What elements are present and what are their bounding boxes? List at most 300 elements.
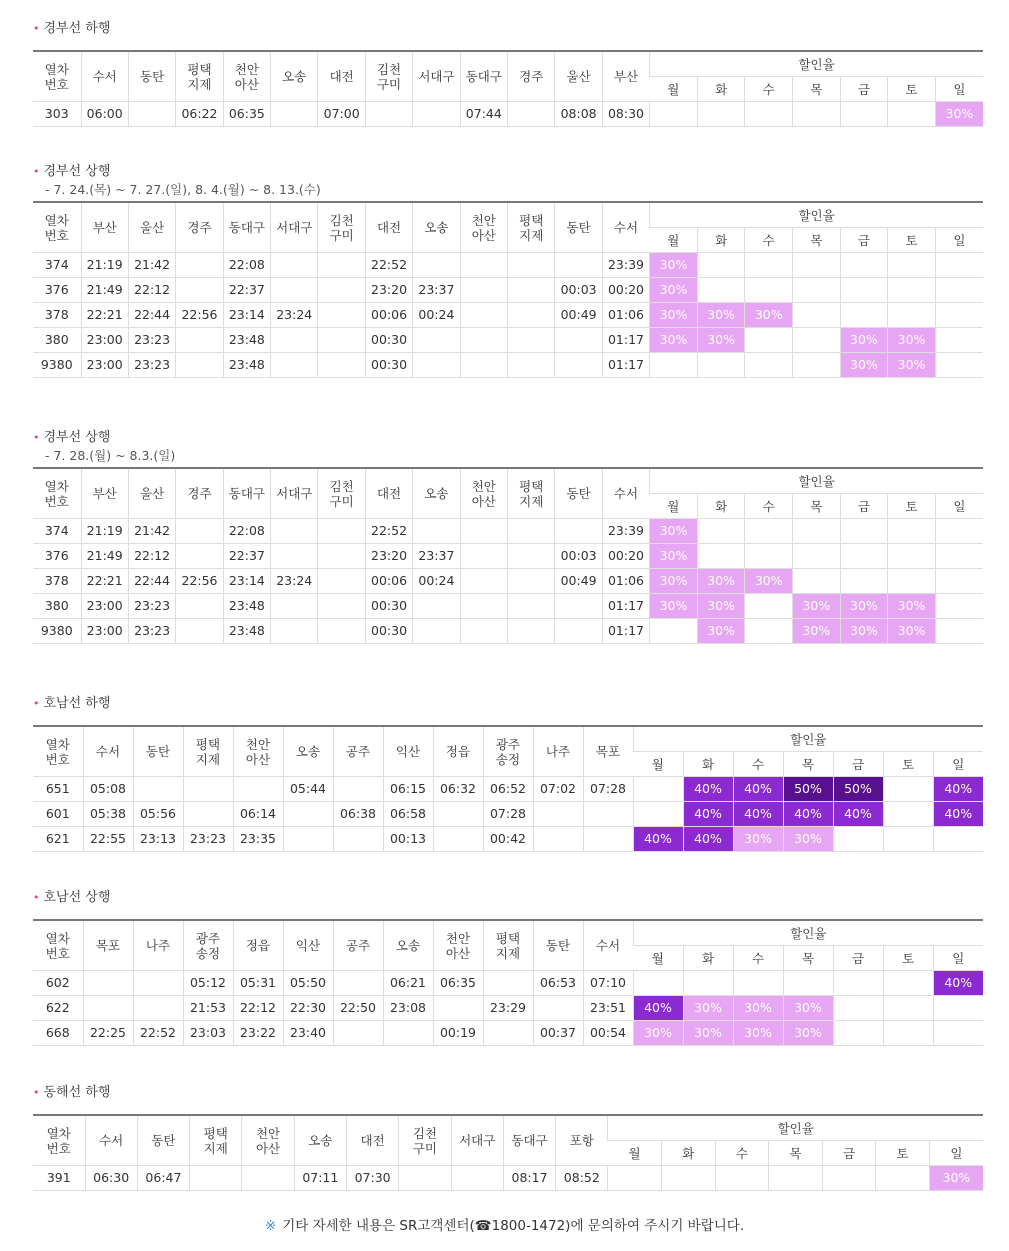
- station-header: 평택 지제: [483, 920, 533, 971]
- bullet-icon: •: [33, 165, 40, 178]
- discount-cell: 30%: [929, 1166, 983, 1191]
- station-header: 동탄: [555, 468, 602, 519]
- discount-cell: [840, 253, 888, 278]
- train-number: 378: [33, 303, 81, 328]
- discount-cell: [633, 971, 683, 996]
- train-number: 303: [33, 102, 81, 127]
- discount-cell: [876, 1166, 930, 1191]
- departure-time: [533, 827, 583, 852]
- train-row: [33, 777, 983, 802]
- departure-time: [508, 519, 555, 544]
- discount-cell: [793, 278, 841, 303]
- departure-time: [333, 1021, 383, 1046]
- station-header: 정읍: [433, 726, 483, 777]
- departure-time: 22:37: [223, 278, 270, 303]
- discount-cell: 30%: [745, 569, 793, 594]
- discount-cell: [745, 619, 793, 644]
- section-title-text: 동해선 하행: [43, 1085, 111, 1100]
- weekday-header: 월: [650, 228, 698, 253]
- departure-time: [283, 802, 333, 827]
- departure-time: 21:19: [81, 253, 128, 278]
- departure-time: [318, 328, 365, 353]
- weekday-header: 월: [633, 752, 683, 777]
- train-number: 621: [33, 827, 83, 852]
- discount-cell: 40%: [683, 777, 733, 802]
- train-row: [33, 594, 983, 619]
- section-title: [33, 695, 983, 713]
- departure-time: [133, 971, 183, 996]
- station-header: 경주: [508, 51, 555, 102]
- timetable: [33, 1114, 983, 1191]
- discount-cell: [745, 594, 793, 619]
- train-row: [33, 102, 983, 127]
- section-title-text: 경부선 상행: [43, 430, 111, 445]
- departure-time: 23:39: [602, 253, 649, 278]
- departure-time: 22:52: [133, 1021, 183, 1046]
- departure-time: 23:23: [128, 619, 175, 644]
- station-header: 수서: [81, 51, 128, 102]
- bullet-icon: •: [33, 1086, 40, 1099]
- departure-time: [555, 519, 602, 544]
- departure-time: 00:06: [365, 303, 412, 328]
- weekday-header: 일: [935, 228, 983, 253]
- footer-notice: [0, 1214, 1009, 1234]
- discount-cell: [888, 102, 936, 127]
- discount-rate-header: 할인율: [650, 51, 983, 77]
- station-header: 대전: [365, 202, 412, 253]
- departure-time: [555, 594, 602, 619]
- train-number: 380: [33, 594, 81, 619]
- departure-time: 00:54: [583, 1021, 633, 1046]
- discount-cell: 40%: [733, 777, 783, 802]
- departure-time: 22:44: [128, 303, 175, 328]
- departure-time: 00:30: [365, 594, 412, 619]
- timetable: [33, 725, 983, 852]
- train-number-header: 열차 번호: [33, 468, 81, 519]
- station-header: 울산: [128, 202, 175, 253]
- discount-cell: 50%: [783, 777, 833, 802]
- section-title-text: 호남선 상행: [43, 890, 111, 905]
- discount-cell: 40%: [933, 777, 983, 802]
- weekday-header: 월: [650, 494, 698, 519]
- departure-time: 23:13: [133, 827, 183, 852]
- discount-cell: 30%: [888, 594, 936, 619]
- discount-cell: [769, 1166, 823, 1191]
- station-header: 김천 구미: [318, 468, 365, 519]
- departure-time: [271, 253, 318, 278]
- departure-time: 00:49: [555, 569, 602, 594]
- departure-time: [318, 569, 365, 594]
- departure-time: [460, 569, 507, 594]
- departure-time: [318, 278, 365, 303]
- departure-time: 06:00: [81, 102, 128, 127]
- departure-time: 08:08: [555, 102, 602, 127]
- departure-time: [83, 996, 133, 1021]
- station-header: 천안 아산: [433, 920, 483, 971]
- departure-time: 01:06: [602, 303, 649, 328]
- weekday-header: 수: [733, 752, 783, 777]
- section-title: [33, 429, 983, 447]
- station-header: 평택 지제: [508, 468, 555, 519]
- departure-time: [433, 802, 483, 827]
- discount-cell: [840, 544, 888, 569]
- timetable: [33, 919, 983, 1046]
- departure-time: 22:30: [283, 996, 333, 1021]
- station-header: 오송: [283, 726, 333, 777]
- timetable: [33, 467, 983, 644]
- departure-time: 23:35: [233, 827, 283, 852]
- discount-cell: [793, 519, 841, 544]
- weekday-header: 금: [840, 494, 888, 519]
- station-header: 동대구: [223, 202, 270, 253]
- departure-time: 00:49: [555, 303, 602, 328]
- departure-time: 23:37: [413, 278, 460, 303]
- discount-cell: [883, 827, 933, 852]
- station-header: 정읍: [233, 920, 283, 971]
- discount-cell: 30%: [840, 594, 888, 619]
- discount-cell: [745, 102, 793, 127]
- departure-time: [271, 544, 318, 569]
- weekday-header: 수: [745, 228, 793, 253]
- departure-time: 06:35: [223, 102, 270, 127]
- discount-cell: [935, 278, 983, 303]
- departure-time: 23:39: [602, 519, 649, 544]
- weekday-header: 목: [793, 494, 841, 519]
- departure-time: [383, 1021, 433, 1046]
- departure-time: 23:48: [223, 619, 270, 644]
- station-header: 익산: [383, 726, 433, 777]
- discount-cell: [633, 777, 683, 802]
- departure-time: [460, 253, 507, 278]
- discount-cell: 30%: [697, 594, 745, 619]
- departure-time: [508, 353, 555, 378]
- departure-time: [271, 278, 318, 303]
- departure-time: 00:24: [413, 303, 460, 328]
- train-number: 9380: [33, 353, 81, 378]
- weekday-header: 금: [822, 1141, 876, 1166]
- discount-cell: [650, 619, 698, 644]
- discount-cell: [935, 328, 983, 353]
- weekday-header: 일: [929, 1141, 983, 1166]
- discount-cell: 30%: [783, 827, 833, 852]
- departure-time: 01:17: [602, 619, 649, 644]
- weekday-header: 일: [933, 946, 983, 971]
- departure-time: 07:02: [533, 777, 583, 802]
- station-header: 서대구: [271, 468, 318, 519]
- departure-time: [555, 353, 602, 378]
- discount-cell: 30%: [888, 353, 936, 378]
- discount-cell: [933, 827, 983, 852]
- departure-time: [460, 544, 507, 569]
- weekday-header: 월: [650, 77, 698, 102]
- weekday-header: 화: [697, 77, 745, 102]
- departure-time: 06:38: [333, 802, 383, 827]
- discount-cell: [683, 971, 733, 996]
- train-number: 374: [33, 519, 81, 544]
- train-row: [33, 519, 983, 544]
- discount-cell: 30%: [840, 328, 888, 353]
- discount-cell: 30%: [697, 328, 745, 353]
- departure-time: 21:49: [81, 544, 128, 569]
- station-header: 나주: [533, 726, 583, 777]
- departure-time: 05:31: [233, 971, 283, 996]
- weekday-header: 수: [733, 946, 783, 971]
- departure-time: 08:17: [503, 1166, 555, 1191]
- station-header: 동대구: [460, 51, 507, 102]
- departure-time: [399, 1166, 451, 1191]
- train-row: [33, 353, 983, 378]
- departure-time: 23:48: [223, 594, 270, 619]
- discount-cell: [888, 569, 936, 594]
- train-number-header: 열차 번호: [33, 51, 81, 102]
- discount-cell: [793, 569, 841, 594]
- discount-cell: [822, 1166, 876, 1191]
- weekday-header: 토: [883, 752, 933, 777]
- discount-cell: 40%: [733, 802, 783, 827]
- departure-time: 06:52: [483, 777, 533, 802]
- station-header: 천안 아산: [223, 51, 270, 102]
- departure-time: 07:28: [483, 802, 533, 827]
- departure-time: 05:50: [283, 971, 333, 996]
- section-6: [33, 1084, 983, 1191]
- departure-time: 21:42: [128, 519, 175, 544]
- discount-cell: [935, 353, 983, 378]
- departure-time: 23:20: [365, 278, 412, 303]
- departure-time: [583, 827, 633, 852]
- discount-cell: 30%: [793, 619, 841, 644]
- station-header: 광주 송정: [183, 920, 233, 971]
- departure-time: [333, 971, 383, 996]
- departure-time: 21:42: [128, 253, 175, 278]
- departure-time: 22:55: [83, 827, 133, 852]
- departure-time: 22:52: [365, 519, 412, 544]
- discount-cell: [745, 253, 793, 278]
- departure-time: 06:53: [533, 971, 583, 996]
- discount-cell: [697, 102, 745, 127]
- weekday-header: 수: [745, 77, 793, 102]
- weekday-header: 토: [883, 946, 933, 971]
- departure-time: 07:30: [346, 1166, 398, 1191]
- departure-time: 06:32: [433, 777, 483, 802]
- departure-time: 00:13: [383, 827, 433, 852]
- station-header: 서대구: [451, 1115, 503, 1166]
- discount-cell: [793, 544, 841, 569]
- discount-cell: [697, 253, 745, 278]
- section-4: [33, 695, 983, 852]
- departure-time: [271, 594, 318, 619]
- weekday-header: 금: [833, 946, 883, 971]
- station-header: 부산: [81, 468, 128, 519]
- departure-time: [583, 802, 633, 827]
- departure-time: 23:14: [223, 303, 270, 328]
- departure-time: [318, 253, 365, 278]
- weekday-header: 화: [683, 752, 733, 777]
- section-title: [33, 889, 983, 907]
- departure-time: 07:11: [294, 1166, 346, 1191]
- departure-time: 00:20: [602, 278, 649, 303]
- departure-time: 05:08: [83, 777, 133, 802]
- section-1: [33, 20, 983, 127]
- departure-time: [508, 328, 555, 353]
- departure-time: 06:35: [433, 971, 483, 996]
- departure-time: 06:22: [176, 102, 223, 127]
- weekday-header: 목: [769, 1141, 823, 1166]
- departure-time: [413, 253, 460, 278]
- departure-time: 23:00: [81, 353, 128, 378]
- departure-time: [460, 519, 507, 544]
- station-header: 울산: [128, 468, 175, 519]
- departure-time: 06:58: [383, 802, 433, 827]
- departure-time: 01:17: [602, 328, 649, 353]
- discount-cell: 30%: [650, 303, 698, 328]
- discount-cell: 30%: [888, 328, 936, 353]
- station-header: 오송: [271, 51, 318, 102]
- train-row: [33, 328, 983, 353]
- station-header: 수서: [85, 1115, 137, 1166]
- train-row: [33, 996, 983, 1021]
- weekday-header: 토: [888, 494, 936, 519]
- departure-time: [451, 1166, 503, 1191]
- discount-cell: 40%: [683, 827, 733, 852]
- discount-cell: 30%: [650, 519, 698, 544]
- train-row: [33, 971, 983, 996]
- station-header: 광주 송정: [483, 726, 533, 777]
- departure-time: [318, 594, 365, 619]
- discount-cell: [888, 303, 936, 328]
- discount-cell: [883, 777, 933, 802]
- discount-cell: [840, 519, 888, 544]
- station-header: 부산: [602, 51, 649, 102]
- departure-time: 23:22: [233, 1021, 283, 1046]
- discount-cell: 30%: [733, 1021, 783, 1046]
- discount-cell: [793, 253, 841, 278]
- discount-cell: 30%: [783, 996, 833, 1021]
- train-row: [33, 827, 983, 852]
- train-row: [33, 253, 983, 278]
- discount-cell: [935, 594, 983, 619]
- departure-time: [508, 102, 555, 127]
- section-date-note: - 7. 24.(목) ~ 7. 27.(일), 8. 4.(월) ~ 8. 13.(수): [45, 182, 321, 197]
- train-row: [33, 1021, 983, 1046]
- departure-time: [365, 102, 412, 127]
- station-header: 목포: [83, 920, 133, 971]
- station-header: 나주: [133, 920, 183, 971]
- departure-time: [176, 328, 223, 353]
- station-header: 공주: [333, 920, 383, 971]
- departure-time: [460, 328, 507, 353]
- discount-cell: 30%: [683, 1021, 733, 1046]
- discount-cell: [793, 303, 841, 328]
- departure-time: 00:30: [365, 353, 412, 378]
- departure-time: [433, 827, 483, 852]
- discount-cell: [840, 569, 888, 594]
- departure-time: [508, 253, 555, 278]
- train-number: 380: [33, 328, 81, 353]
- departure-time: 22:44: [128, 569, 175, 594]
- discount-cell: 30%: [745, 303, 793, 328]
- station-header: 평택 지제: [190, 1115, 242, 1166]
- departure-time: 21:49: [81, 278, 128, 303]
- departure-time: [176, 253, 223, 278]
- discount-cell: 40%: [683, 802, 733, 827]
- departure-time: 21:19: [81, 519, 128, 544]
- discount-cell: 30%: [683, 996, 733, 1021]
- train-row: [33, 802, 983, 827]
- discount-cell: 40%: [933, 802, 983, 827]
- discount-cell: [608, 1166, 662, 1191]
- train-row: [33, 569, 983, 594]
- departure-time: [413, 619, 460, 644]
- discount-cell: [650, 353, 698, 378]
- departure-time: [318, 353, 365, 378]
- train-number-header: 열차 번호: [33, 202, 81, 253]
- train-row: [33, 1166, 983, 1191]
- train-number: 391: [33, 1166, 85, 1191]
- departure-time: 22:12: [233, 996, 283, 1021]
- discount-cell: 40%: [783, 802, 833, 827]
- weekday-header: 금: [840, 77, 888, 102]
- departure-time: 22:25: [83, 1021, 133, 1046]
- departure-time: 07:28: [583, 777, 633, 802]
- station-header: 동탄: [128, 51, 175, 102]
- station-header: 평택 지제: [176, 51, 223, 102]
- discount-cell: 30%: [697, 619, 745, 644]
- discount-cell: [933, 996, 983, 1021]
- departure-time: [413, 519, 460, 544]
- departure-time: 23:48: [223, 353, 270, 378]
- departure-time: [176, 519, 223, 544]
- departure-time: 01:06: [602, 569, 649, 594]
- departure-time: 06:15: [383, 777, 433, 802]
- weekday-header: 화: [697, 494, 745, 519]
- departure-time: [318, 544, 365, 569]
- section-title-text: 경부선 하행: [43, 21, 111, 36]
- bullet-icon: •: [33, 891, 40, 904]
- weekday-header: 일: [935, 494, 983, 519]
- departure-time: [508, 303, 555, 328]
- departure-time: 00:20: [602, 544, 649, 569]
- departure-time: 00:06: [365, 569, 412, 594]
- departure-time: [460, 619, 507, 644]
- station-header: 서대구: [271, 202, 318, 253]
- station-header: 경주: [176, 468, 223, 519]
- departure-time: [318, 619, 365, 644]
- discount-cell: [793, 328, 841, 353]
- weekday-header: 금: [840, 228, 888, 253]
- discount-cell: [833, 827, 883, 852]
- discount-cell: [840, 102, 888, 127]
- discount-cell: [633, 802, 683, 827]
- section-title-text: 경부선 상행: [43, 164, 111, 179]
- station-header: 수서: [83, 726, 133, 777]
- departure-time: [128, 102, 175, 127]
- train-number: 651: [33, 777, 83, 802]
- discount-cell: [793, 353, 841, 378]
- departure-time: 23:24: [271, 303, 318, 328]
- departure-time: 23:23: [128, 594, 175, 619]
- departure-time: 05:38: [83, 802, 133, 827]
- train-number: 601: [33, 802, 83, 827]
- discount-cell: [935, 303, 983, 328]
- section-title: [33, 1084, 983, 1102]
- station-header: 오송: [413, 202, 460, 253]
- departure-time: 00:37: [533, 1021, 583, 1046]
- departure-time: [460, 594, 507, 619]
- discount-cell: 40%: [833, 802, 883, 827]
- departure-time: 23:40: [283, 1021, 333, 1046]
- departure-time: [176, 278, 223, 303]
- train-row: [33, 544, 983, 569]
